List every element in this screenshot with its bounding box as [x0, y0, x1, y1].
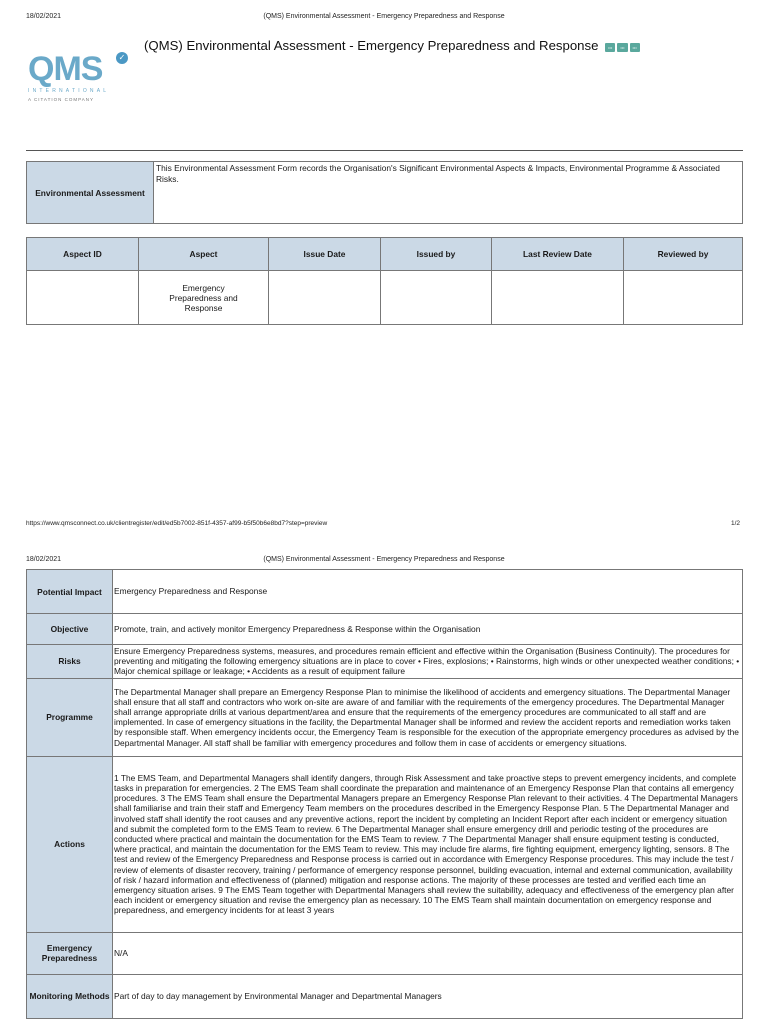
- cell-issue-date: [269, 271, 381, 325]
- table-row: [27, 974, 743, 1018]
- cell-aspect: Emergency Preparedness and Response: [139, 271, 269, 325]
- environmental-assessment-text: This Environmental Assessment Form records the Organisation's Significant Environmental Aspects & Impacts, Environmental Programme & Associated Risks.: [154, 162, 743, 224]
- table-row: [27, 645, 743, 679]
- column-header-aspect: Aspect: [139, 238, 269, 271]
- label-monitoring-methods: Monitoring Methods: [27, 974, 113, 1018]
- value-objective: Promote, train, and actively monitor Emergency Preparedness & Response within the Organisation: [113, 614, 743, 645]
- environmental-assessment-table: [26, 161, 743, 224]
- table-row: [27, 678, 743, 756]
- label-programme: Programme: [27, 678, 113, 756]
- label-actions: Actions: [27, 756, 113, 932]
- logo-wordmark: QMS: [28, 50, 103, 88]
- value-programme: The Departmental Manager shall prepare an Emergency Response Plan to minimise the likelihood of accidents and emergency situations. The Departmental Manager shall ensure that all staff and contractors who work on-site are aware of and familiar with the requirements of the emergency procedures. The Departmental Manager shall arrange appropriate drills at various department/area and ensure that the requirements of the emergency procedures are communicated to all staff and are implemented. In case of emergency situations in the facility, the Departmental Manager shall be informed and review the accident reports and remediation works taken by responsible staff. When emergency incidents occur, the Emergency Team is responsible for the execution of the appropriate emergency procedures as advised by the Departmental Manager. All staff shall be familiar with emergency procedures and follow them in case of accidents or emergency situations.: [113, 678, 743, 756]
- cell-issued-by: [381, 271, 492, 325]
- column-header-last-review-date: Last Review Date: [492, 238, 624, 271]
- logo-subtitle: INTERNATIONAL: [28, 88, 110, 94]
- page-number: 1/2: [730, 520, 740, 527]
- table-row: [27, 756, 743, 932]
- column-header-aspect-id: Aspect ID: [27, 238, 139, 271]
- page-header-date: 18/02/2021: [26, 556, 62, 563]
- qms-logo: [28, 52, 128, 116]
- table-row: [27, 614, 743, 645]
- value-monitoring-methods: Part of day to day management by Environmental Manager and Departmental Managers: [113, 974, 743, 1018]
- label-emergency-preparedness: Emergency Preparedness: [27, 932, 113, 974]
- value-risks: Ensure Emergency Preparedness systems, measures, and procedures remain efficient and effective within the Organisation (Business Continuity). The procedures for preventing and mitigating the following emergency situations are in place to cover • Fires, explosions; • Rainstorms, high winds or other unexpected weather conditions; • Major chemical spillage or leakage; • Accidents as a result of equipment failure: [113, 645, 743, 679]
- header-divider: [26, 150, 743, 151]
- cell-reviewed-by: [624, 271, 743, 325]
- badge: •••: [617, 43, 627, 52]
- environmental-assessment-label: Environmental Assessment: [27, 162, 154, 224]
- page-header-title: (QMS) Environmental Assessment - Emergency Preparedness and Response: [263, 13, 505, 20]
- cell-aspect-id: [27, 271, 139, 325]
- value-potential-impact: Emergency Preparedness and Response: [113, 570, 743, 614]
- table-row: [27, 271, 743, 325]
- checkmark-icon: ✓: [116, 52, 128, 64]
- column-header-reviewed-by: Reviewed by: [624, 238, 743, 271]
- value-actions: 1 The EMS Team, and Departmental Managers shall identify dangers, through Risk Assessment and take proactive steps to prevent emergency incidents, and complete tasks in preparation for emergencies. 2 The EMS Team shall coordinate the preparation and maintenance of an Emergency Response Plan that contains all emergency procedures. 3 The EMS Team shall ensure the Departmental Managers prepare an Emergency Response Plan relevant to their activities. 4 The Departmental Managers shall familiarise and train their staff and Emergency Team members on the procedures described in the Emergency Response Plan. 5 The Departmental Manager and involved staff shall identify the root causes and any preventive actions, report the incident by completing an Incident Report after each incident or emergency situation and submit the completed form to the EMS Team to review. 6 The Departmental Manager shall ensure emergency drill and periodic testing of the procedures are conducted where practical and maintain the documentation for the EMS Team to review. 7 The Departmental Manager shall ensure equipment testing is conducted, where practical, and maintain the documentation for the EMS Team to review. This may include fire alarms, fire fighting equipment, emergency lighting, sensors. 8 The test and review of the Emergency Preparedness and Response process is carried out in accordance with Emergency Response procedures. This may include the test / review of elements of disaster recovery, training / performance of emergency response personnel, building evacuation, internal and external communication, availability of risk / hazard information and effectiveness of (planned) mitigation and response actions. The majority of these processes are tested and verified each time an emergency situation arises. 9 The EMS Team together with Departmental Managers shall review the suitability, adequacy and effectiveness of the emergency plan after each incident or emergency situation and revise the emergency plan as necessary. 10 The EMS Team shall maintain documentation on emergency response and preparedness, and emergency incidents for at least 3 years: [113, 756, 743, 932]
- aspect-table-header: [27, 238, 743, 271]
- page-header-date: 18/02/2021: [26, 13, 62, 20]
- column-header-issue-date: Issue Date: [269, 238, 381, 271]
- document-title-text: (QMS) Environmental Assessment - Emergency Preparedness and Response: [144, 38, 599, 53]
- aspect-table: [26, 237, 743, 325]
- label-objective: Objective: [27, 614, 113, 645]
- column-header-issued-by: Issued by: [381, 238, 492, 271]
- page-footer-url: https://www.qmsconnect.co.uk/clientregister/edit/ed5b7002-851f-4357-af99-b5f50b6e8bd7?step=preview: [26, 520, 328, 527]
- document-title: [144, 38, 642, 54]
- cell-last-review-date: [492, 271, 624, 325]
- page-header-title: (QMS) Environmental Assessment - Emergency Preparedness and Response: [263, 556, 505, 563]
- table-row: [27, 570, 743, 614]
- badge: •••: [605, 43, 615, 52]
- details-table: [26, 569, 743, 1019]
- badge-group: [605, 39, 642, 54]
- label-potential-impact: Potential Impact: [27, 570, 113, 614]
- label-risks: Risks: [27, 645, 113, 679]
- table-row: [27, 932, 743, 974]
- badge: •••: [630, 43, 640, 52]
- value-emergency-preparedness: N/A: [113, 932, 743, 974]
- logo-tagline: A CITATION COMPANY: [28, 97, 95, 102]
